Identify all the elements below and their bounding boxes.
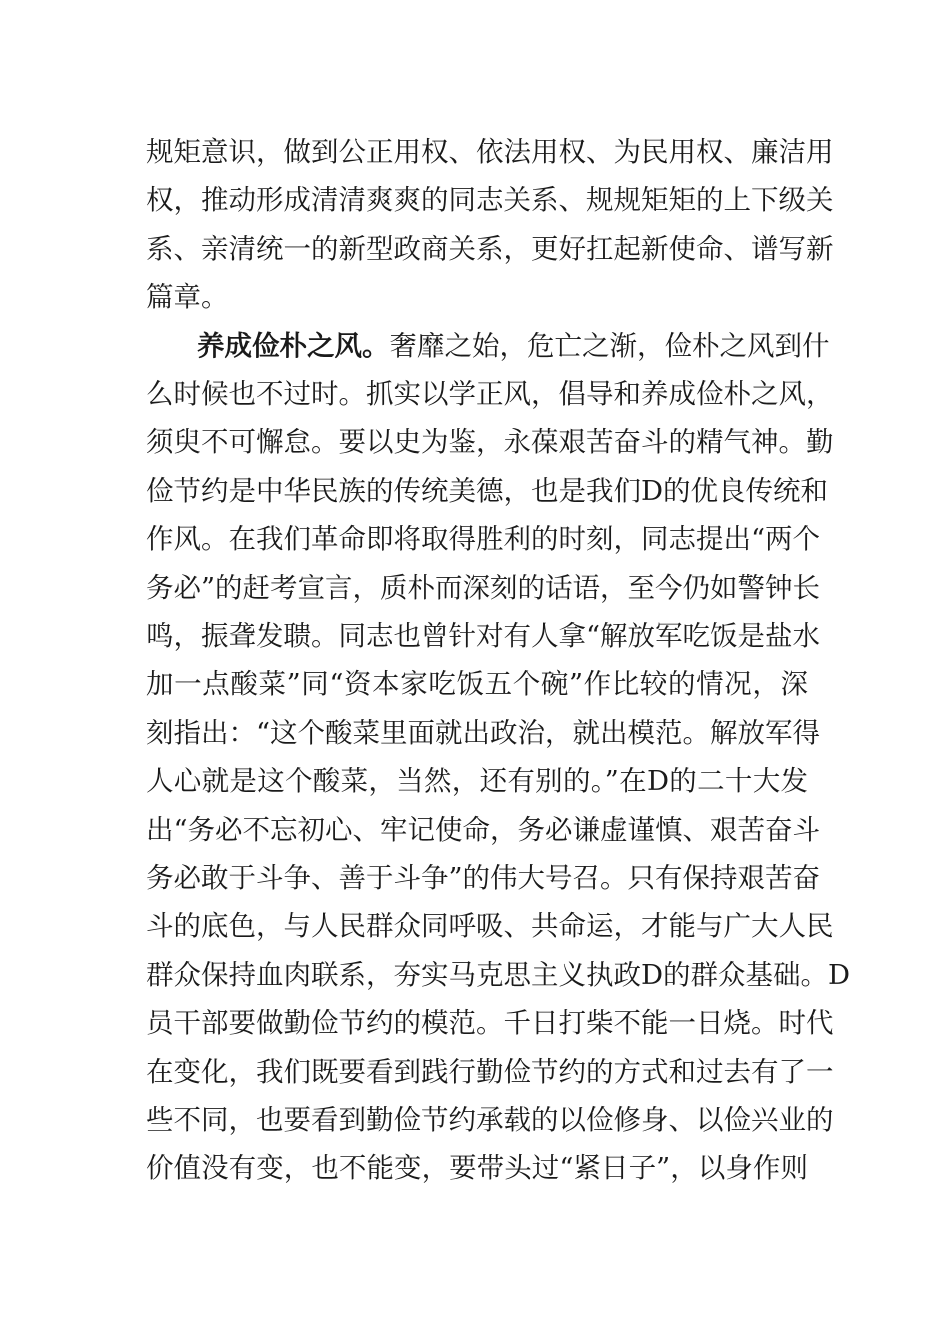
paragraph-2-line-15: 员干部要做勤俭节约的模范。千日打柴不能一日烧。时代 <box>146 1007 834 1040</box>
paragraph-1-line-4: 篇章。 <box>146 281 229 314</box>
paragraph-2-first-line <box>197 322 830 370</box>
paragraph-2-line-9: 刻指出：“这个酸菜里面就出政治，就出模范。解放军得 <box>146 716 821 749</box>
paragraph-2-line-10: 人心就是这个酸菜，当然，还有别的。”在D的二十大发 <box>146 765 808 798</box>
paragraph-2-line-13: 斗的底色，与人民群众同呼吸、共命运，才能与广大人民 <box>146 910 834 943</box>
paragraph-2-line-11: 出“务必不忘初心、牢记使命，务必谦虚谨慎、艰苦奋斗 <box>146 813 821 846</box>
paragraph-2-line-5: 作风。在我们革命即将取得胜利的时刻，同志提出“两个 <box>146 523 821 556</box>
paragraph-2-line-14: 群众保持血肉联系，夯实马克思主义执政D的群众基础。D <box>146 958 851 991</box>
paragraph-1-line-1: 规矩意识，做到公正用权、依法用权、为民用权、廉洁用 <box>146 136 834 168</box>
paragraph-2-line-8: 加一点酸菜”同“资本家吃饭五个碗”作比较的情况，深 <box>146 668 808 701</box>
paragraph-2-line-7: 鸣，振聋发聩。同志也曾针对有人拿“解放军吃饭是盐水 <box>146 620 821 652</box>
section-heading: 养成俭朴之风。 <box>197 329 390 362</box>
paragraph-2-line-16: 在变化，我们既要看到践行勤俭节约的方式和过去有了一 <box>146 1055 834 1088</box>
paragraph-2-line-18: 价值没有变，也不能变，要带头过“紧日子”，以身作则 <box>146 1152 808 1185</box>
paragraph-1-line-2: 权，推动形成清清爽爽的同志关系、规规矩矩的上下级关 <box>146 184 834 217</box>
paragraph-2-line-2: 么时候也不过时。抓实以学正风，倡导和养成俭朴之风， <box>146 378 834 410</box>
paragraph-2-first-line-text: 奢靡之始，危亡之渐，俭朴之风到什 <box>389 329 830 362</box>
paragraph-1-line-3: 系、亲清统一的新型政商关系，更好扛起新使命、谱写新 <box>146 232 834 265</box>
paragraph-2-line-17: 些不同，也要看到勤俭节约承载的以俭修身、以俭兴业的 <box>146 1104 834 1136</box>
paragraph-2-line-12: 务必敢于斗争、善于斗争”的伟大号召。只有保持艰苦奋 <box>146 862 821 894</box>
paragraph-2-line-6: 务必”的赶考宣言，质朴而深刻的话语，至今仍如警钟长 <box>146 571 821 604</box>
paragraph-2-line-3: 须臾不可懈怠。要以史为鉴，永葆艰苦奋斗的精气神。勤 <box>146 426 834 459</box>
paragraph-2-line-4: 俭节约是中华民族的传统美德，也是我们D的优良传统和 <box>146 474 829 507</box>
